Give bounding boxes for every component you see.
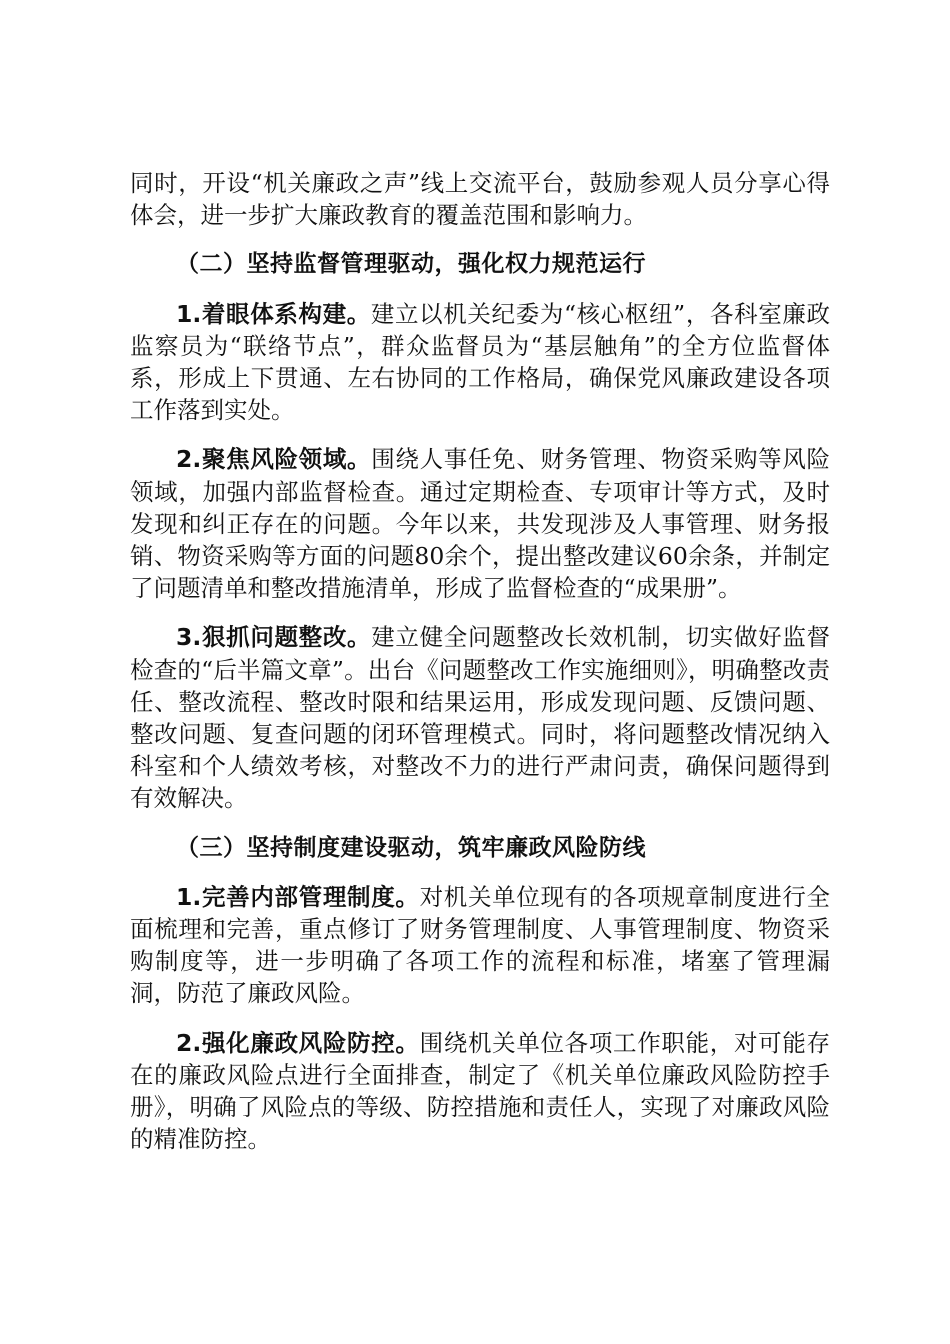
item-2-2 [130,443,830,604]
item-body: 对机关单位现有的各项规章制度进行全面梳理和完善，重点修订了财务管理制度、人事管理制度、物资采购制度等，进一步明确了各项工作的流程和标准，堵塞了管理漏洞，防范了廉政风险。 [130,882,830,1008]
item-2-3 [130,621,830,814]
item-2-1 [130,298,830,427]
item-body: 围绕机关单位各项工作职能，对可能存在的廉政风险点进行全面排查，制定了《机关单位廉政风险防控手册》，明确了风险点的等级、防控措施和责任人，实现了对廉政风险的精准防控。 [130,1028,830,1154]
section-heading-2: （二）坚持监督管理驱动，强化权力规范运行 [176,251,646,278]
item-body: 围绕人事任免、财务管理、物资采购等风险领域，加强内部监督检查。通过定期检查、专项审计等方式，及时发现和纠正存在的问题。今年以来，共发现涉及人事管理、财务报销、物资采购等方面的问题80余个，提出整改建议60余条，并制定了问题清单和整改措施清单，形成了监督检查的“成果册”。 [130,445,831,603]
item-lead: 2.聚焦风险领域。 [176,445,372,474]
item-3-2 [130,1027,830,1156]
paragraph-text: 同时，开设“机关廉政之声”线上交流平台，鼓励参观人员分享心得体会，进一步扩大廉政教育的覆盖范围和影响力。 [130,169,830,230]
item-3-1 [130,881,830,1010]
section-heading-3: （三）坚持制度建设驱动，筑牢廉政风险防线 [176,834,646,861]
document-body [130,167,830,1172]
item-body: 建立健全问题整改长效机制，切实做好监督检查的“后半篇文章”。出台《问题整改工作实施细则》，明确整改责任、整改流程、整改时限和结果运用，形成发现问题、反馈问题、整改问题、复查问题的闭环管理模式。同时，将问题整改情况纳入科室和个人绩效考核，对整改不力的进行严肃问责，确保问题得到有效解决。 [130,623,831,813]
item-body: 建立以机关纪委为“核心枢纽”，各科室廉政监察员为“联络节点”，群众监督员为“基层触角”的全方位监督体系，形成上下贯通、左右协同的工作格局，确保党风廉政建设各项工作落到实处。 [130,299,830,425]
item-lead: 1.完善内部管理制度。 [176,882,420,911]
item-lead: 2.强化廉政风险防控。 [176,1028,420,1057]
item-lead: 1.着眼体系构建。 [176,299,371,328]
item-lead: 3.狠抓问题整改。 [176,623,372,652]
intro-paragraph [130,167,830,231]
